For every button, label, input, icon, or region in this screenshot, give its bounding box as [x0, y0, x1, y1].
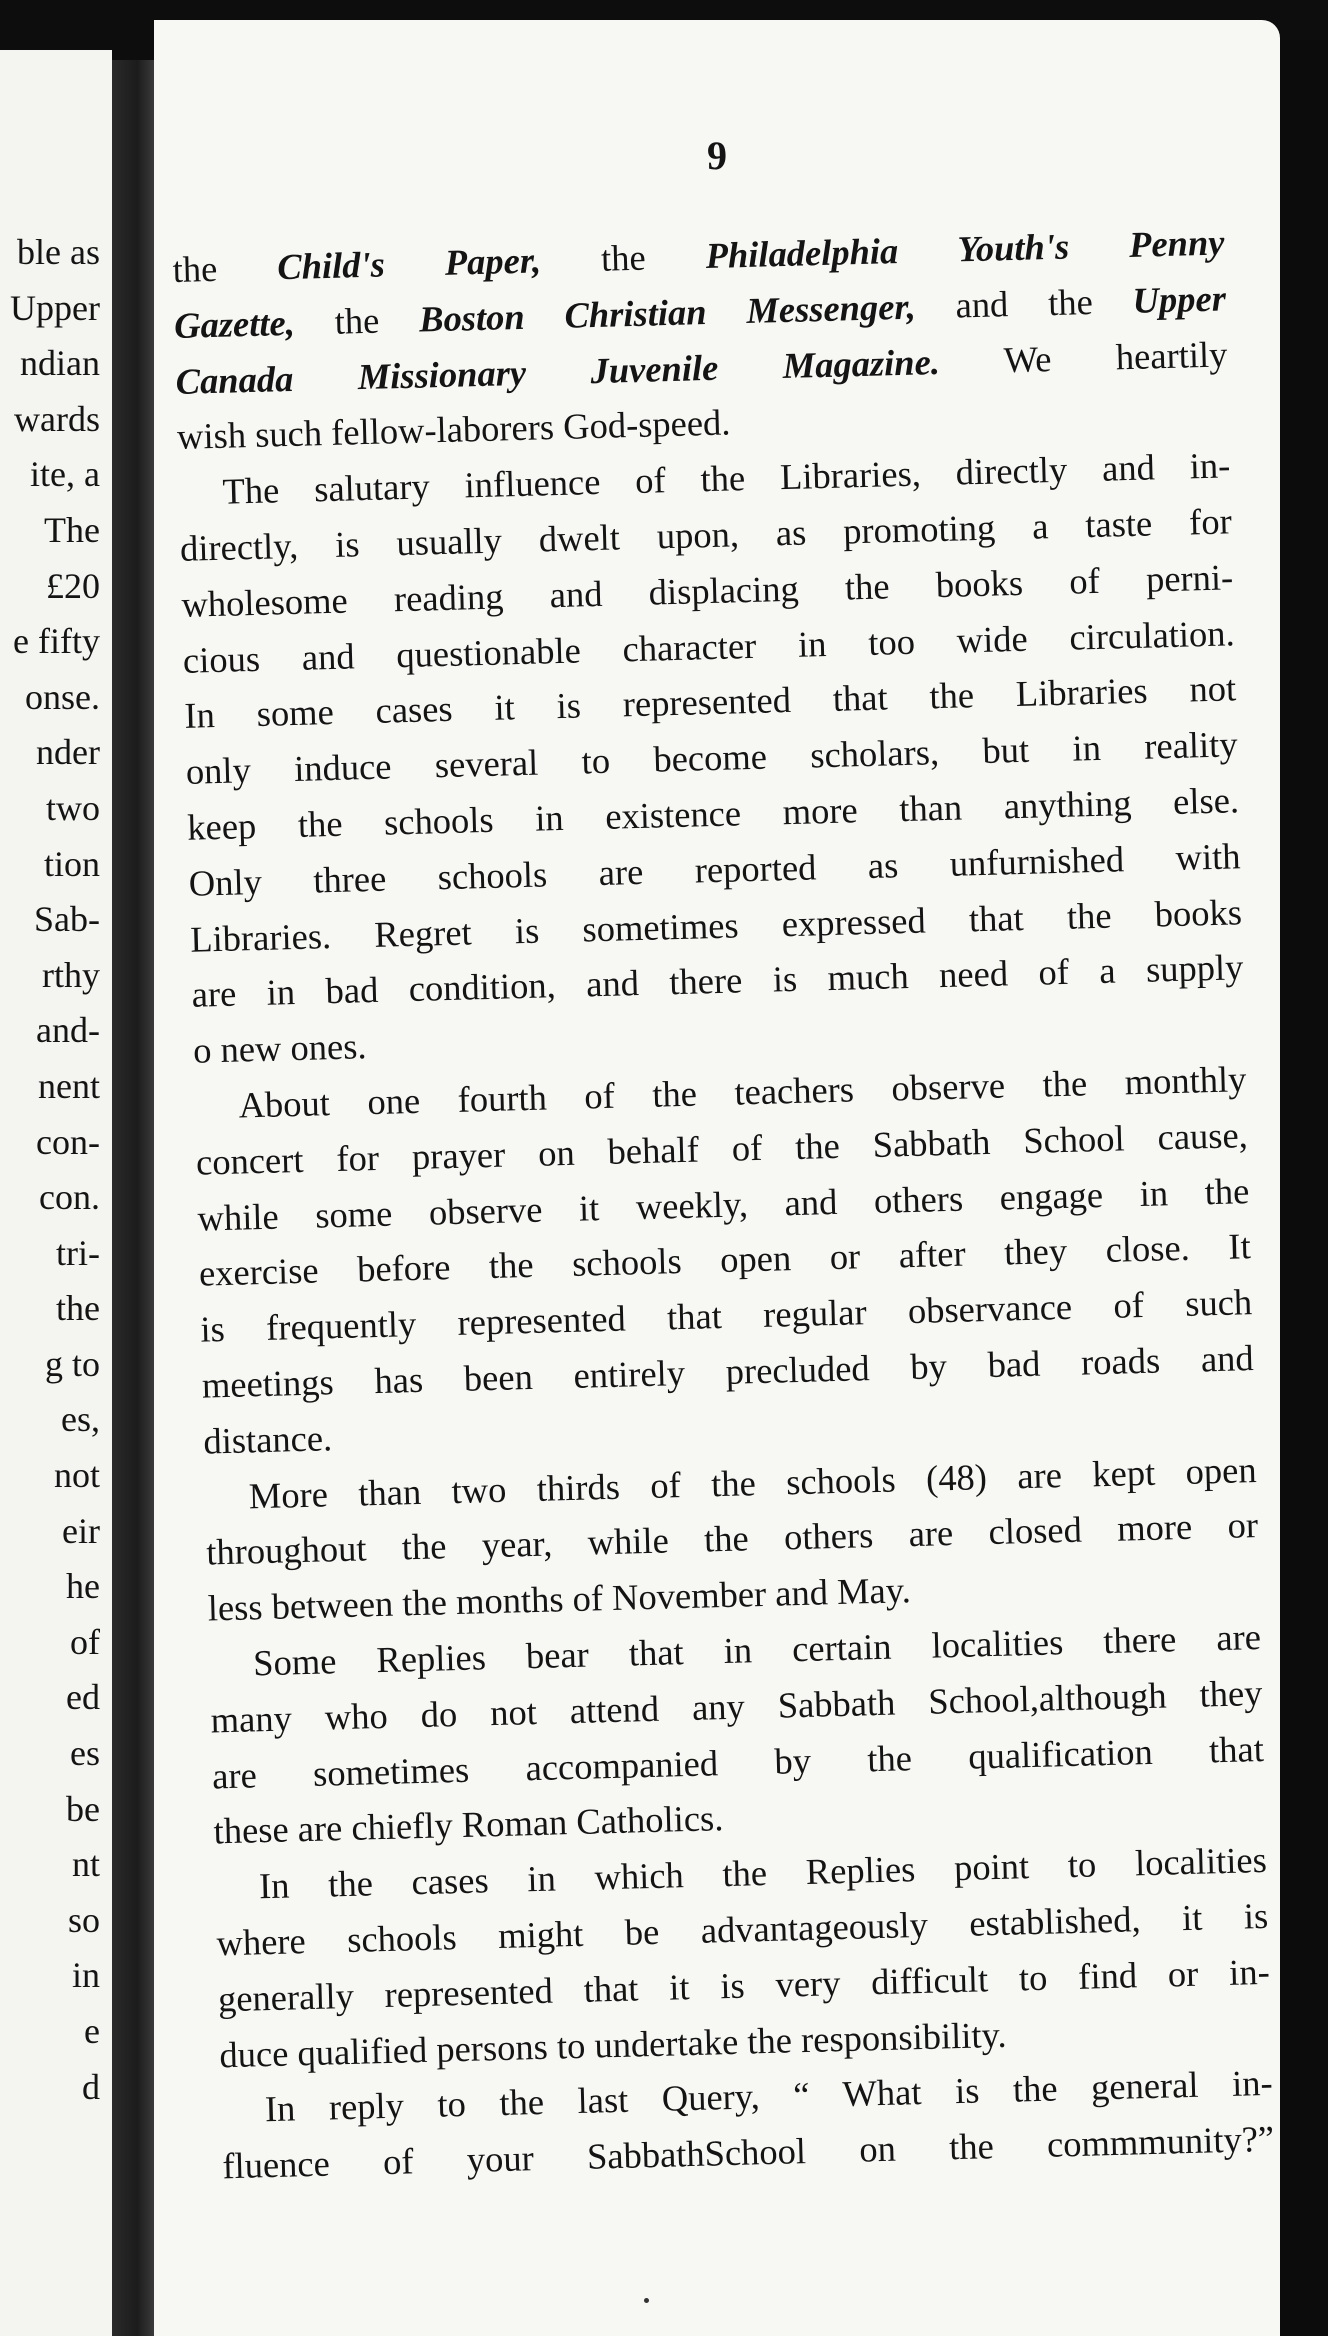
body-line: wish such fellow-laborers God-speed.	[176, 401, 731, 458]
body-line: where schools might be advantageously established, it is	[216, 1894, 1269, 1964]
body-line: these are chiefly Roman Catholics.	[213, 1797, 724, 1852]
body-line: o new ones.	[192, 1025, 367, 1071]
facing-page-line: Sab-	[34, 899, 100, 940]
facing-page-fragment	[0, 50, 112, 2336]
body-line: the Child's Paper, the Philadelphia Youth's Penny	[172, 221, 1225, 290]
book-page	[154, 20, 1280, 2336]
facing-page-line: nder	[36, 732, 100, 773]
book-gutter	[112, 60, 154, 2336]
facing-page-line: in	[71, 1955, 100, 1996]
body-line: The salutary influence of the Libraries, directly and in-	[222, 444, 1231, 512]
facing-page-line: con.	[39, 1177, 100, 1218]
facing-page-line: nt	[71, 1844, 100, 1885]
body-line: are in bad condition, and there is much need of a supply	[191, 946, 1244, 1016]
facing-page-line: £20	[46, 565, 100, 606]
body-line: is frequently represented that regular observance of such	[199, 1281, 1253, 1350]
body-line: In some cases it is represented that the Libraries not	[183, 667, 1237, 737]
body-line: About one fourth of the teachers observe the monthly	[238, 1058, 1247, 1126]
facing-page-line: so	[67, 1899, 100, 1940]
body-line: In reply to the last Query, “ What is the general in-	[264, 2062, 1274, 2130]
paragraphs	[178, 438, 1275, 2195]
print-speck	[644, 2298, 649, 2303]
facing-page-line: wards	[14, 398, 100, 439]
facing-page-line: Upper	[10, 287, 100, 328]
body-line: cious and questionable character in too wide circulation.	[182, 611, 1236, 681]
page-body	[172, 214, 1275, 2194]
facing-page-text	[0, 225, 100, 2115]
body-line: Some Replies bear that in certain localities there are	[252, 1615, 1262, 1684]
facing-page-line: ble as	[17, 232, 100, 272]
body-line: only induce several to become scholars, but in reality	[185, 723, 1239, 792]
facing-page-line: tri-	[56, 1232, 100, 1273]
body-line: while some observe it weekly, and others engage in the	[197, 1169, 1250, 1239]
body-line: More than two thirds of the schools (48) are kept open	[248, 1448, 1258, 1516]
body-line: duce qualified persons to undertake the responsibility.	[218, 2013, 1007, 2075]
facing-page-line: es,	[61, 1399, 100, 1440]
facing-page-line: d	[82, 2066, 100, 2107]
scan-right-edge	[1280, 40, 1328, 2336]
body-line: generally represented that it is very difficult to find or in-	[217, 1950, 1271, 2020]
facing-page-line: of	[70, 1621, 100, 1662]
body-line: wholesome reading and displacing the books of perni-	[180, 556, 1234, 625]
facing-page-line: e fifty	[13, 621, 100, 662]
facing-page-line: and-	[36, 1010, 100, 1051]
facing-page-line: nent	[38, 1065, 100, 1106]
body-line: throughout the year, while the others are closed more or	[205, 1504, 1259, 1573]
facing-page-line: tion	[43, 843, 100, 884]
facing-page-line: be	[66, 1788, 100, 1829]
facing-page-line: he	[66, 1566, 100, 1607]
facing-page-line: rthy	[42, 954, 100, 995]
facing-page-line: es	[70, 1733, 100, 1774]
body-line: concert for prayer on behalf of the Sabbath School cause,	[195, 1113, 1249, 1183]
facing-page-line: onse.	[25, 676, 100, 717]
body-line: distance.	[202, 1416, 333, 1462]
body-line: fluence of your SabbathSchool on the commmunity?”	[221, 2117, 1275, 2187]
body-line: Canada Missionary Juvenile Magazine. We heartily	[175, 333, 1228, 402]
facing-page-line: ite, a	[30, 454, 100, 495]
facing-page-line: e	[84, 2011, 100, 2051]
body-line: less between the months of November and May.	[207, 1569, 912, 1629]
body-line: are sometimes accompanied by the qualification that	[211, 1727, 1265, 1796]
facing-page-line: ed	[66, 1677, 100, 1718]
body-line: many who do not attend any Sabbath School,although they	[210, 1671, 1263, 1741]
body-line: In the cases in which the Replies point to localities	[258, 1839, 1268, 1907]
body-line: meetings has been entirely precluded by bad roads and	[201, 1337, 1255, 1406]
body-line: directly, is usually dwelt upon, as promoting a taste for	[179, 500, 1233, 569]
facing-page-line: The	[44, 509, 100, 550]
page-number: 9	[707, 133, 727, 178]
body-line: Libraries. Regret is sometimes expressed that the books	[189, 890, 1243, 960]
facing-page-line: g to	[44, 1343, 100, 1384]
body-line: exercise before the schools open or after they close. It	[198, 1225, 1252, 1294]
body-line: Gazette, the Boston Christian Messenger, and the Upper	[173, 277, 1227, 346]
body-line: Only three schools are reported as unfurnished with	[188, 835, 1241, 904]
facing-page-line: two	[46, 787, 100, 828]
facing-page-line: not	[53, 1455, 100, 1496]
facing-page-line: con-	[36, 1121, 100, 1162]
body-line: keep the schools in existence more than anything else.	[186, 779, 1240, 848]
facing-page-line: eir	[62, 1510, 100, 1551]
facing-page-line: ndian	[20, 343, 100, 384]
facing-page-line: the	[56, 1288, 100, 1329]
